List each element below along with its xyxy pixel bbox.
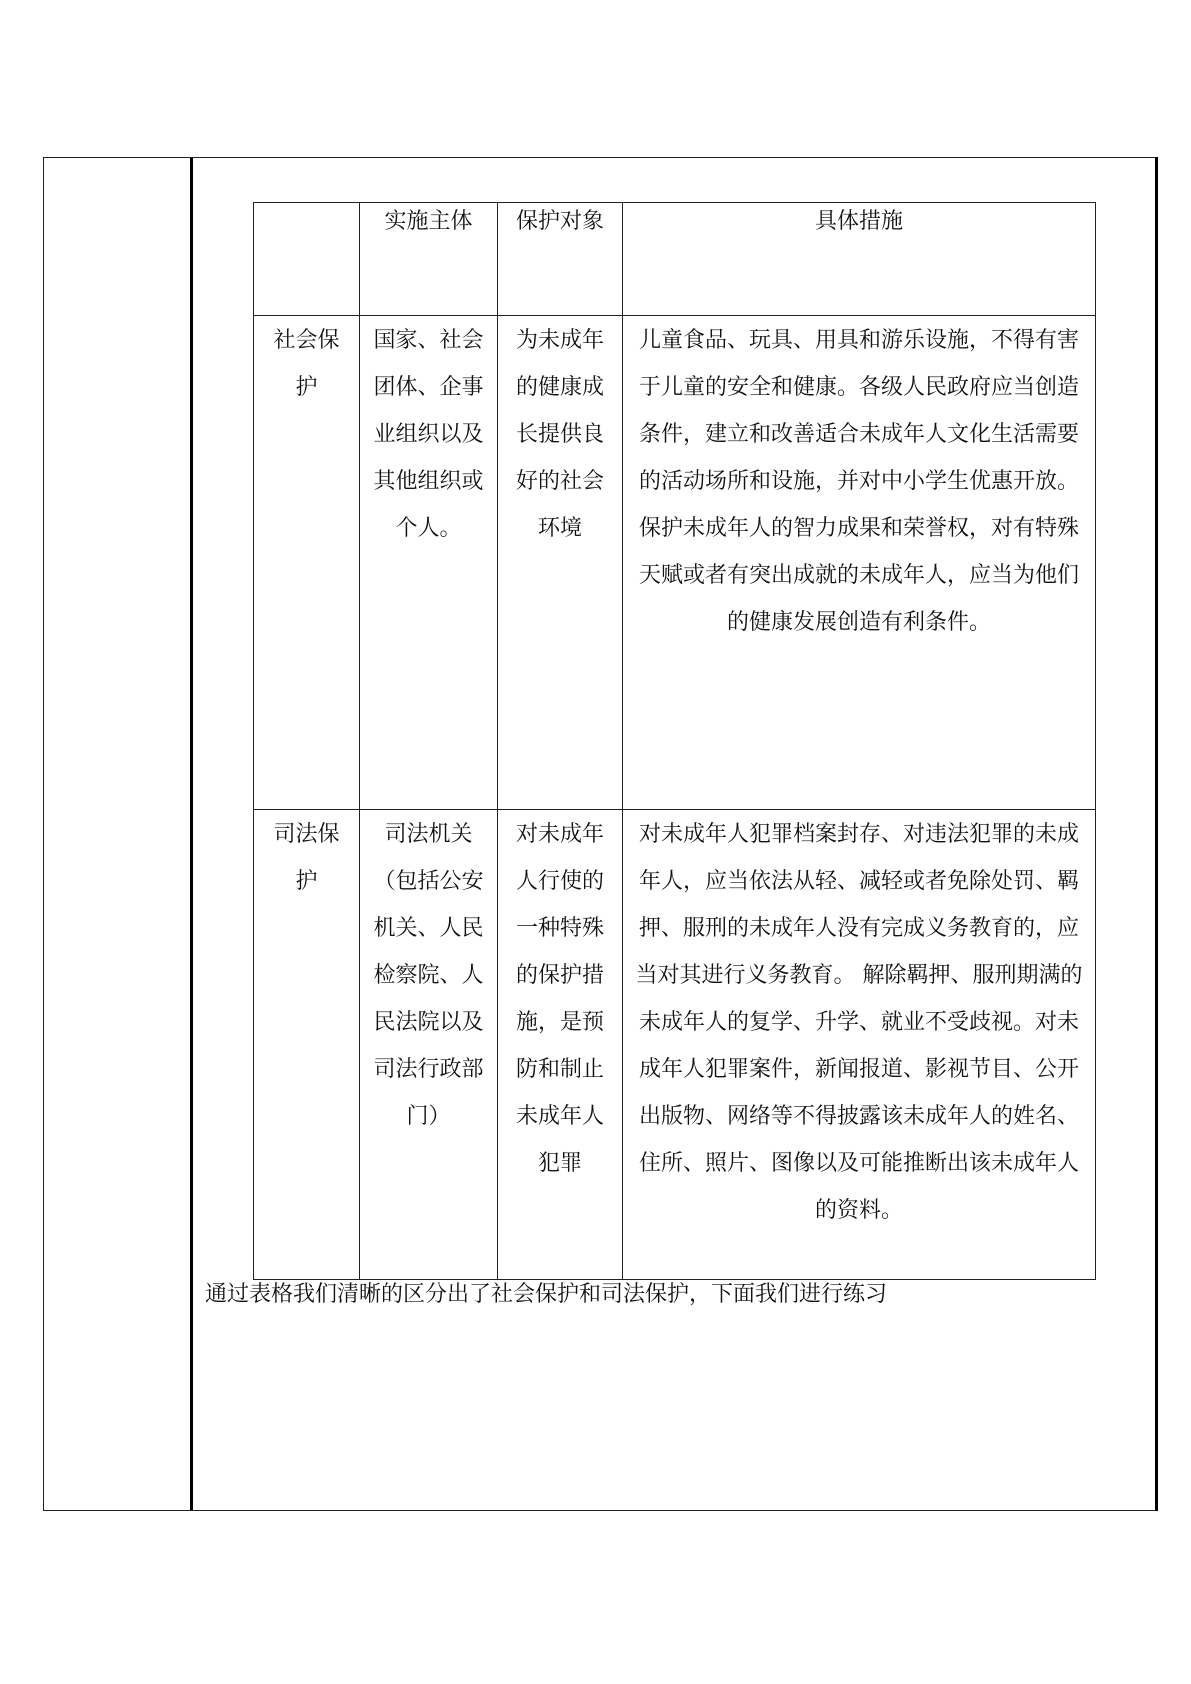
table-row-judicial-protection — [254, 810, 1096, 1280]
summary-text: 通过表格我们清晰的区分出了社会保护和司法保护，下面我们进行练习 — [205, 1282, 888, 1307]
category-cell: 社会保护 — [254, 316, 360, 810]
header-cell-object: 保护对象 — [498, 203, 623, 316]
subject-cell: 国家、社会团体、企事业组织以及其他组织或个人。 — [360, 316, 498, 810]
header-cell-blank — [254, 203, 360, 316]
right-border — [1155, 157, 1158, 1511]
protection-comparison-table — [253, 202, 1096, 1280]
table-row-social-protection — [254, 316, 1096, 810]
header-cell-subject: 实施主体 — [360, 203, 498, 316]
measures-cell: 儿童食品、玩具、用具和游乐设施，不得有害于儿童的安全和健康。各级人民政府应当创造条件，建立和改善适合未成年人文化生活需要的活动场所和设施，并对中小学生优惠开放。保护未成年人的智力成果和荣誉权，对有特殊天赋或者有突出成就的未成年人，应当为他们的健康发展创造有利条件。 — [623, 316, 1096, 810]
table-header-row — [254, 203, 1096, 316]
header-cell-measures: 具体措施 — [623, 203, 1096, 316]
measures-cell: 对未成年人犯罪档案封存、对违法犯罪的未成年人，应当依法从轻、减轻或者免除处罚、羁押、服刑的未成年人没有完成义务教育的，应当对其进行义务教育。 解除羁押、服刑期满的未成年人的复学、升学、就业不受歧视。对未成年人犯罪案件，新闻报道、影视节目、公开出版物、网络等不得披露该未成年人的姓名、住所、照片、图像以及可能推断出该未成年人的资料。 — [623, 810, 1096, 1280]
left-column-cell — [44, 158, 193, 1510]
subject-cell: 司法机关（包括公安机关、人民检察院、人民法院以及司法行政部门） — [360, 810, 498, 1280]
object-cell: 为未成年的健康成长提供良好的社会环境 — [498, 316, 623, 810]
category-cell: 司法保护 — [254, 810, 360, 1280]
object-cell: 对未成年人行使的一种特殊的保护措施，是预防和制止未成年人犯罪 — [498, 810, 623, 1280]
